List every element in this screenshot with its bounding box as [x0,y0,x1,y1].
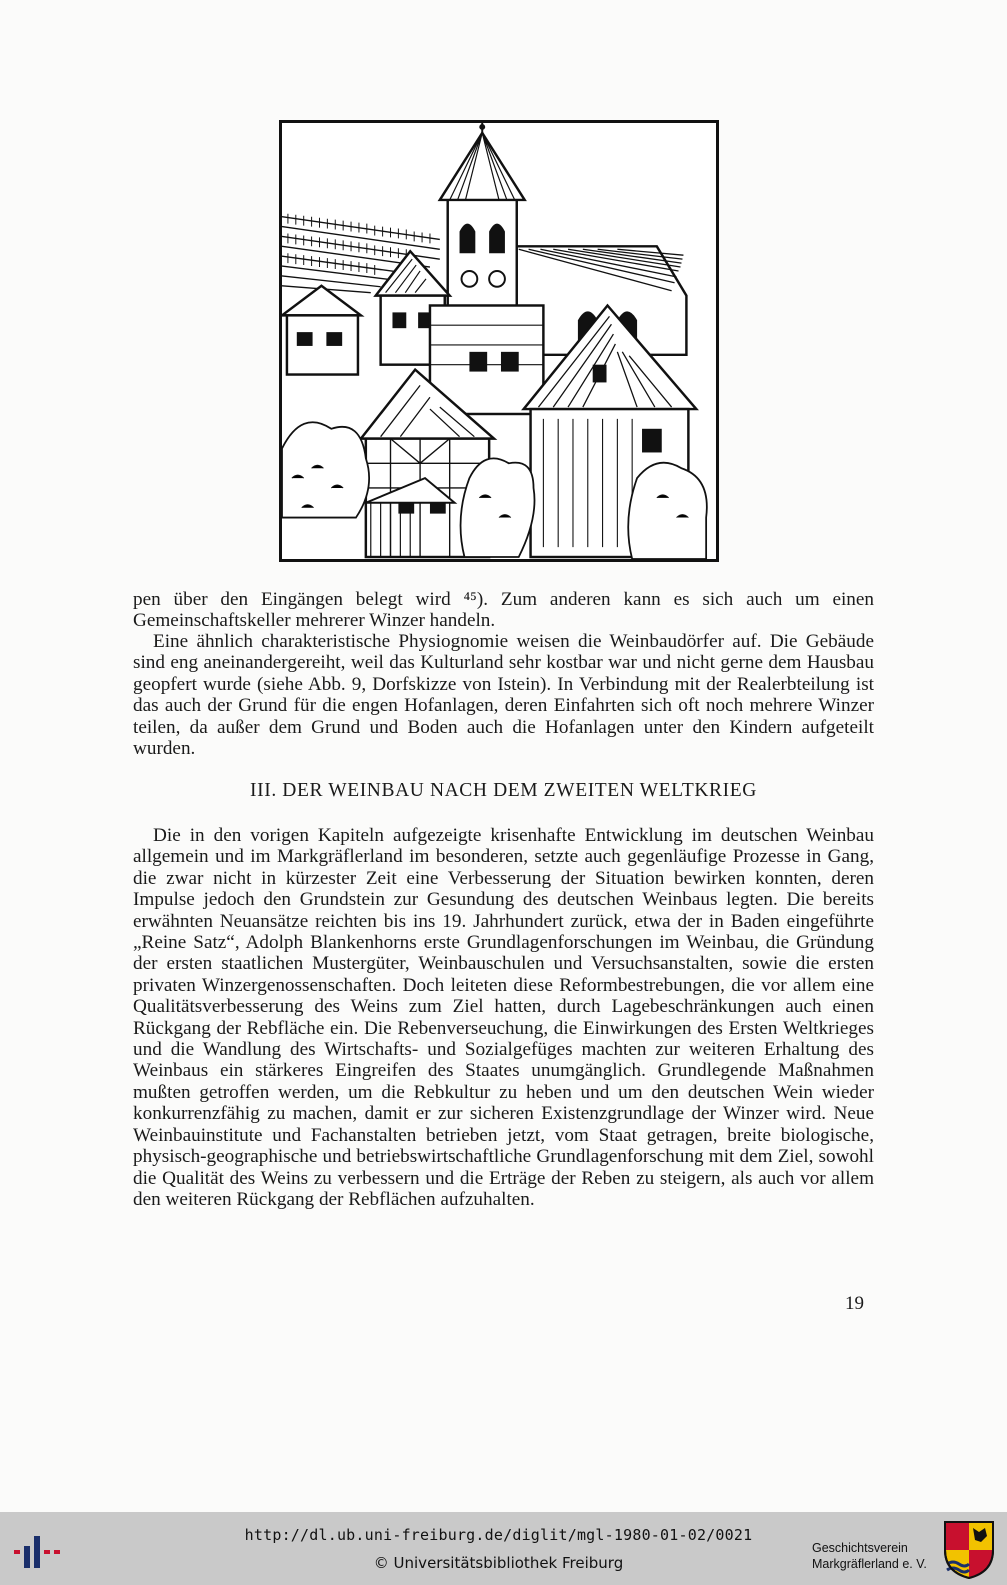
village-sketch-image [282,123,716,559]
coat-of-arms-icon [943,1520,995,1580]
society-name [812,1540,942,1572]
section-heading: III. DER WEINBAU NACH DEM ZWEITEN WELTKRIEG [250,780,757,801]
paragraph-village-physiognomy [133,631,874,759]
copyright-text: © Universitätsbibliothek Freiburg [373,1554,624,1572]
viewer-footer [0,1512,1007,1585]
permalink-url-text[interactable]: http://dl.ub.uni-freiburg.de/diglit/mgl-1980-01-02/0021 [244,1526,753,1544]
society-name-line-1: Geschichtsverein [812,1541,908,1555]
paragraph-3-text: Die in den vorigen Kapiteln aufgezeigte krisenhafte Entwicklung im deutschen Weinbau allgemein und im Markgräflerland im besonderen, setzte auch gegenläufige Prozesse in Gang, die zwar nicht in kürzester Zeit eine Verbesserung der Situation bewirken konnten, deren Impulse jedoch den Grundstein zur Gesundung des deutschen Weinbaus legten. Die bereits erwähnten Neuansätze reichten bis ins 19. Jahrhundert zurück, etwa der in Baden eingeführte „Reine Satz“, Adolph Blankenhorns erste Grundlagenforschungen im Weinbau, die Gründung der ersten staatlichen Mustergüter, Weinbauschulen und Versuchsanstalten, sowie die ersten privaten Winzergenossenschaften. Doch leiteten diese Reformbestrebungen, die vor allem eine Qualitätsverbesserung des Weins zum Ziel hatten, durch Lagebeschränkungen auch einen Rückgang der Rebfläche ein. Die Rebenverseuchung, die Einwirkungen des Ersten Weltkrieges und die Wandlung des Wirtschafts- und Sozialgefüges machten zur weiteren Erhaltung des Weinbaus ein stärkeres Eingreifen des Staates unumgänglich. Grundlegende Maßnahmen mußten getroffen werden, um die Rebkultur zu heben und um den deutschen Wein wieder konkurrenzfähig zu machen, damit er zur sicheren Existenzgrundlage der Winzer wird. Neue Weinbauinstitute und Fachanstalten betrieben jetzt, vom Staat getragen, breite biologische, physisch-geographische und betriebswirtschaftliche Grundlagenforschung mit dem Ziel, sowohl die Qualität des Weins zu verbessern und die Erträge der Reben zu steigern, als auch vor allem den weiteren Rückgang der Rebflächen aufzuhalten. [133,825,874,1210]
paragraph-continuation [133,589,874,632]
paragraph-1-text: pen über den Eingängen belegt wird ⁴⁵). Zum anderen kann es sich auch um einen Gemeinschaftskeller mehrerer Winzer handeln. [133,589,874,632]
society-name-line-2: Markgräflerland e. V. [812,1557,927,1571]
paragraph-viticulture-after-war [133,825,874,1210]
paragraph-2-text: Eine ähnlich charakteristische Physiognomie weisen die Weinbaudörfer auf. Die Gebäude sind eng aneinandergereiht, weil das Kulturland sehr kostbar war und nicht gerne dem Hausbau geopfert wurde (siehe Abb. 9, Dorfskizze von Istein). In Verbindung mit der Realerbteilung ist das auch der Grund für die engen Hofanlagen, deren Einfahrten sich oft noch mehrere Winzer teilen, da außer dem Grund und Boden auch die Hofanlagen unter den Kindern aufgeteilt wurden. [133,631,874,760]
page-number: 19 [845,1293,864,1314]
village-sketch-illustration [279,120,719,562]
